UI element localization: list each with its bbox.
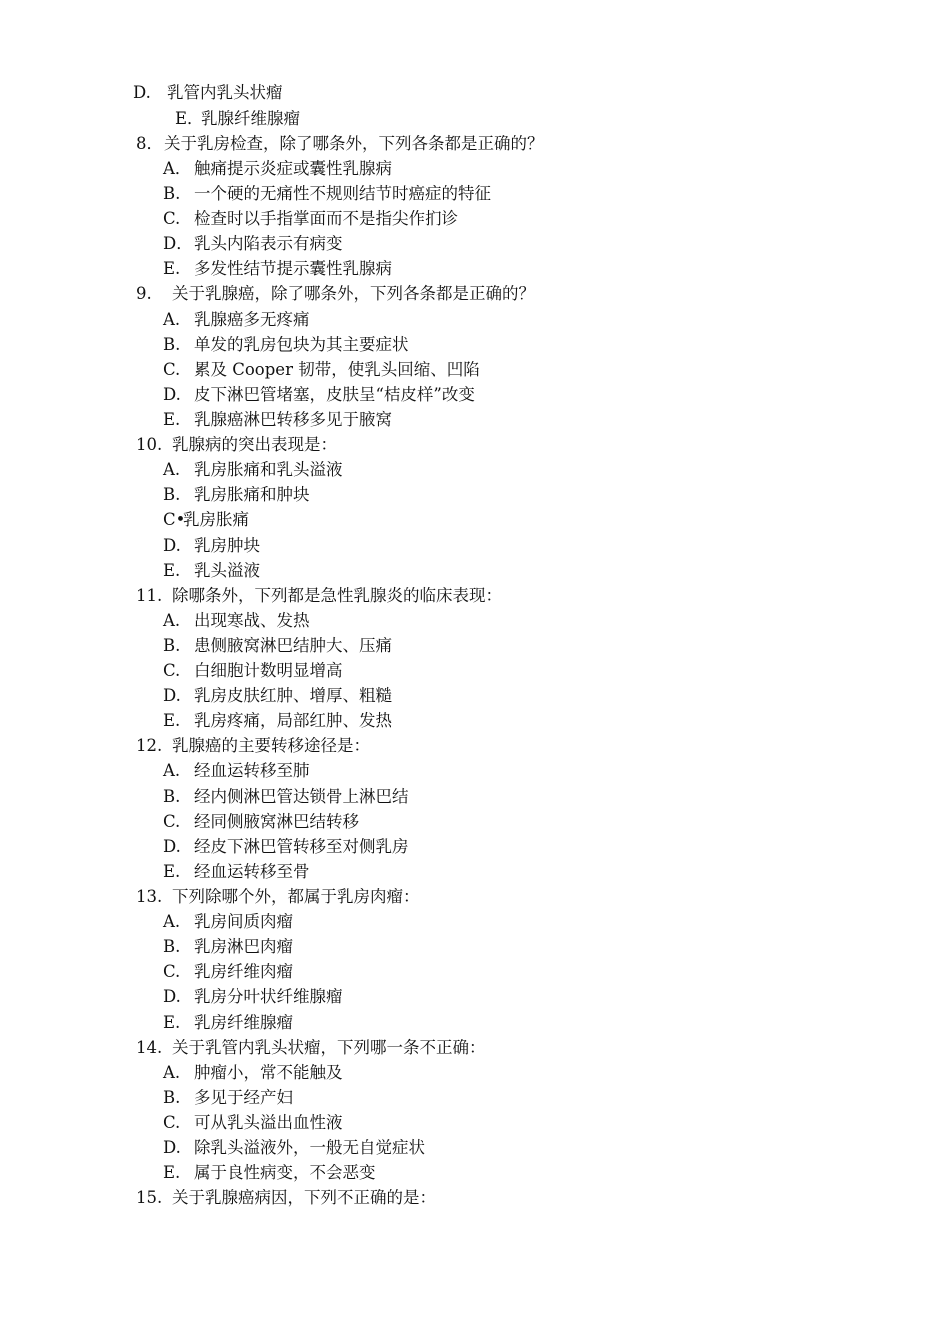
option-line: A. 肿瘤小，常不能触及	[163, 1063, 343, 1082]
option-line: A. 经血运转移至肺	[163, 761, 310, 780]
option-line: C. 乳房纤维肉瘤	[163, 962, 293, 981]
option-line: C. 检查时以手指掌面而不是指尖作扪诊	[163, 209, 458, 228]
option-line: D．乳头内陷表示有病变	[163, 234, 343, 253]
option-line: E. 乳头溢液	[163, 561, 260, 580]
option-line: D. 乳房肿块	[163, 536, 260, 555]
option-line: E. 属于良性病变，不会恶变	[163, 1163, 376, 1182]
option-line: E．乳腺纤维腺瘤	[175, 109, 300, 128]
option-line: C. 白细胞计数明显增高	[163, 661, 343, 680]
option-line: A. 出现寒战、发热	[163, 611, 310, 630]
option-line: D. 乳房分叶状纤维腺瘤	[163, 987, 343, 1006]
option-line: B. 患侧腋窝淋巴结肿大、压痛	[163, 636, 392, 655]
option-line: D. 皮下淋巴管堵塞，皮肤呈“桔皮样”改变	[163, 385, 475, 404]
option-line: D. 除乳头溢液外，一般无自觉症状	[163, 1138, 425, 1157]
option-line: E. 乳腺癌淋巴转移多见于腋窝	[163, 410, 392, 429]
question-line: 15. 关于乳腺癌病因，下列不正确的是：	[136, 1188, 436, 1207]
option-line: D. 乳房皮肤红肿、增厚、粗糙	[163, 686, 392, 705]
option-line: B. 单发的乳房包块为其主要症状	[163, 335, 409, 354]
option-line: B. 乳房胀痛和肿块	[163, 485, 310, 504]
option-line: B. 一个硬的无痛性不规则结节时癌症的特征	[163, 184, 491, 203]
option-line: C•乳房胀痛	[163, 510, 249, 529]
question-line: 13. 下列除哪个外，都属于乳房肉瘤：	[136, 887, 420, 906]
question-line: 14. 关于乳管内乳头状瘤，下列哪一条不正确：	[136, 1038, 486, 1057]
option-line: E. 多发性结节提示囊性乳腺病	[163, 259, 392, 278]
question-line: 9. 关于乳腺癌，除了哪条外，下列各条都是正确的？	[136, 284, 535, 303]
option-line: A． 触痛提示炎症或囊性乳腺病	[163, 159, 392, 178]
option-line: E. 经血运转移至骨	[163, 862, 310, 881]
option-line: B. 经内侧淋巴管达锁骨上淋巴结	[163, 787, 409, 806]
option-line: E. 乳房疼痛，局部红肿、发热	[163, 711, 392, 730]
option-line: C. 累及 Cooper 韧带，使乳头回缩、凹陷	[163, 360, 480, 379]
option-line: D. 乳管内乳头状瘤	[133, 83, 283, 102]
option-line: A. 乳腺癌多无疼痛	[163, 310, 310, 329]
question-line: 8．关于乳房检查，除了哪条外，下列各条都是正确的？	[136, 134, 544, 153]
option-line: D. 经皮下淋巴管转移至对侧乳房	[163, 837, 409, 856]
option-line: E. 乳房纤维腺瘤	[163, 1013, 293, 1032]
question-line: 10. 乳腺病的突出表现是：	[136, 435, 337, 454]
option-line: C. 经同侧腋窝淋巴结转移	[163, 812, 359, 831]
question-line: 12. 乳腺癌的主要转移途径是：	[136, 736, 370, 755]
option-line: A. 乳房间质肉瘤	[163, 912, 293, 931]
option-line: B. 乳房淋巴肉瘤	[163, 937, 293, 956]
option-line: B. 多见于经产妇	[163, 1088, 293, 1107]
question-line: 11. 除哪条外，下列都是急性乳腺炎的临床表现：	[136, 586, 502, 605]
option-line: C. 可从乳头溢出血性液	[163, 1113, 343, 1132]
option-line: A. 乳房胀痛和乳头溢液	[163, 460, 343, 479]
